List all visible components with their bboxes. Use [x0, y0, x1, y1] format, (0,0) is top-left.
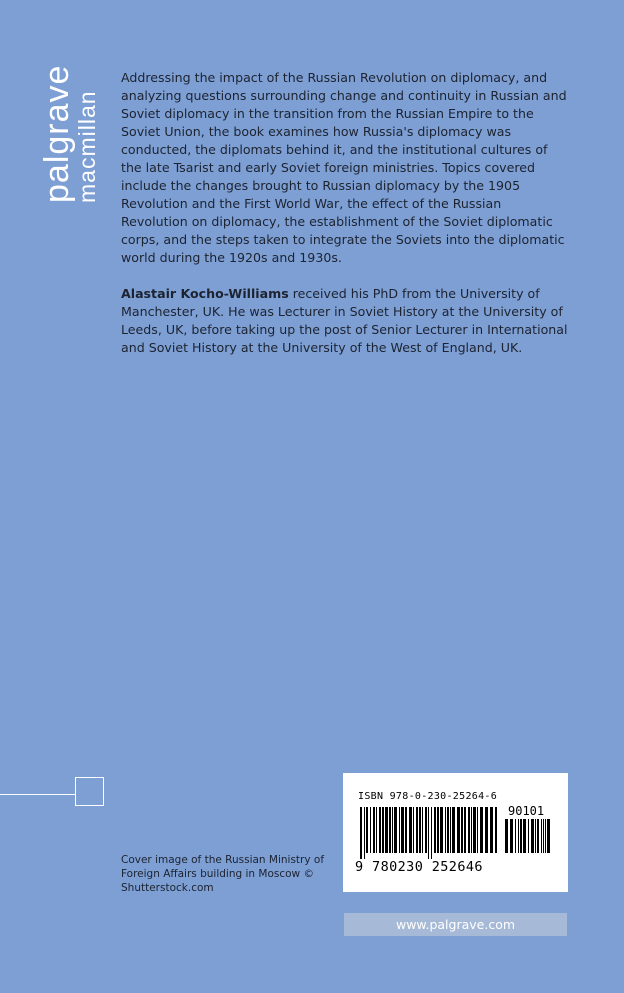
logo-palgrave: palgrave [38, 64, 76, 203]
barcode-bar [405, 807, 407, 853]
barcode-bar [515, 819, 516, 853]
barcode-bar [370, 807, 371, 853]
barcode-bar [545, 819, 546, 853]
barcode-bar [495, 807, 497, 853]
barcode-bar [541, 819, 542, 853]
barcode-bar [518, 819, 519, 853]
barcode-bar [520, 819, 522, 853]
publisher-website[interactable]: www.palgrave.com [344, 913, 567, 936]
barcode-bar [392, 807, 393, 853]
author-bio-text: received his PhD from the University of Manchester, UK. He was Lecturer in Soviet History at the University of Leeds, UK, before taking up the post of Senior Lecturer in International and Soviet History at the University of the West of England, UK. [121, 286, 568, 355]
logo-macmillan: macmillan [74, 90, 100, 203]
barcode-bar [490, 807, 493, 853]
barcode-bar [485, 807, 488, 853]
barcode-bar [382, 807, 384, 853]
barcode-bar [399, 807, 400, 853]
barcode-bar [416, 807, 418, 853]
barcode-bar [434, 807, 436, 853]
barcode-bar [473, 807, 476, 853]
barcode-bar [505, 819, 508, 853]
barcode-bar [480, 807, 483, 853]
barcode-bar [385, 807, 388, 853]
barcode-bar [528, 819, 529, 853]
barcode-bar [379, 807, 381, 853]
barcode-bar [425, 807, 427, 853]
ean-digits: 9 780230 252646 [355, 859, 483, 875]
ean-bars [360, 807, 500, 859]
barcode-bar [373, 807, 375, 853]
barcode-bar [428, 807, 429, 859]
barcode-bar [422, 807, 423, 853]
barcode-bar [510, 819, 513, 853]
barcode-bar [413, 807, 414, 853]
barcode-bar [523, 819, 526, 853]
barcode-bar [447, 807, 449, 853]
back-cover-blurb [121, 69, 569, 375]
barcode-bar [457, 807, 460, 853]
barcode-bar [440, 807, 443, 853]
price-code: 90101 [508, 804, 545, 818]
barcode-bar [461, 807, 463, 853]
barcode-bar [419, 807, 421, 853]
addon-bars [505, 819, 551, 859]
barcode-bar [389, 807, 391, 853]
barcode-bar [376, 807, 377, 853]
barcode-bar [437, 807, 439, 853]
barcode-bar [366, 807, 368, 853]
decorative-rule [0, 794, 75, 795]
publisher-logo [40, 65, 100, 203]
barcode-bar [360, 807, 362, 859]
barcode-bar [464, 807, 466, 853]
barcode-bar [431, 807, 432, 859]
isbn-barcode [343, 773, 568, 892]
barcode-bar [452, 807, 455, 853]
barcode-bar [409, 807, 412, 853]
book-description: Addressing the impact of the Russian Revolution on diplomacy, and analyzing questions surrounding change and continuity in Russian and Soviet diplomacy in the transition from the Russian Empire to the Soviet Union, the book examines how Russia's diplomacy was conducted, the diplomats behind it, and the institutional cultures of the late Tsarist and early Soviet foreign ministries. Topics covered include the changes brought to Russian diplomacy by the 1905 Revolution and the First World War, the effect of the Russian Revolution on diplomacy, the establishment of the Soviet diplomatic corps, and the steps taken to integrate the Soviets into the diplomatic world during the 1920s and 1930s. [121, 70, 567, 265]
barcode-bar [445, 807, 446, 853]
barcode-bar [543, 819, 544, 853]
barcode-bar [401, 807, 404, 853]
barcode-bar [477, 807, 478, 853]
barcode-bar [394, 807, 397, 853]
decorative-square [75, 777, 104, 806]
author-name: Alastair Kocho-Williams [121, 286, 289, 301]
barcode-bar [535, 819, 536, 853]
cover-credit: Cover image of the Russian Ministry of Foreign Affairs building in Moscow © Shutterstock.com [121, 854, 325, 894]
isbn-number: ISBN 978-0-230-25264-6 [358, 791, 498, 802]
barcode-bar [471, 807, 472, 853]
barcode-bar [531, 819, 534, 853]
author-bio [121, 285, 569, 357]
barcode-bar [364, 807, 365, 859]
barcode-bar [468, 807, 470, 853]
barcode-bar [547, 819, 550, 853]
barcode-bar [537, 819, 539, 853]
barcode-bar [450, 807, 451, 853]
